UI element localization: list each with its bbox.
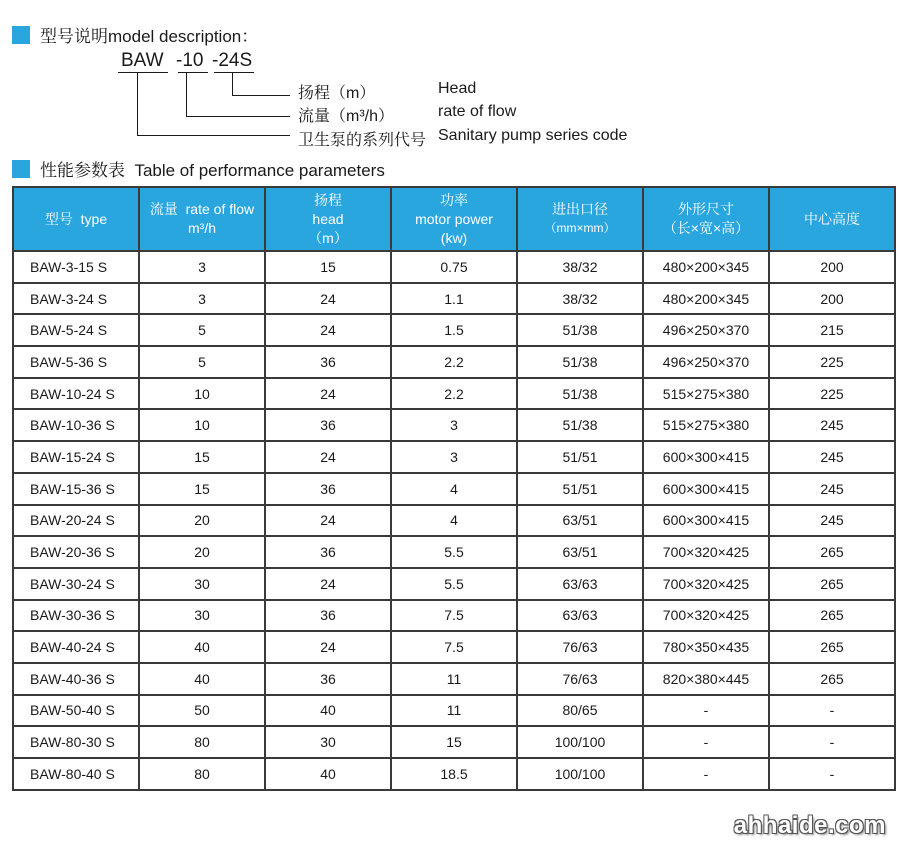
model-description-title: 型号说明model description： bbox=[40, 27, 259, 46]
cell-model: BAW-3-15 S bbox=[14, 252, 138, 282]
cell-dimensions: 515×275×380 bbox=[644, 379, 768, 409]
cell-power: 11 bbox=[392, 696, 516, 726]
cell-model: BAW-50-40 S bbox=[14, 696, 138, 726]
performance-table bbox=[12, 186, 896, 791]
cell-head: 36 bbox=[266, 601, 390, 631]
cell-model: BAW-80-40 S bbox=[14, 759, 138, 789]
table-row bbox=[14, 506, 894, 536]
table-row bbox=[14, 442, 894, 472]
cell-power: 4 bbox=[392, 506, 516, 536]
table-body bbox=[14, 252, 894, 789]
cell-flow: 80 bbox=[140, 727, 264, 757]
cell-center-height: 245 bbox=[770, 410, 894, 440]
cell-model: BAW-3-24 S bbox=[14, 284, 138, 314]
connector-series-vertical bbox=[137, 72, 138, 136]
header-flow-label: 流量 rate of flow bbox=[149, 201, 255, 217]
cell-power: 1.5 bbox=[392, 315, 516, 345]
cell-model: BAW-30-24 S bbox=[14, 569, 138, 599]
square-bullet-icon bbox=[12, 160, 30, 178]
cell-head: 24 bbox=[266, 379, 390, 409]
header-head-en: head bbox=[312, 210, 344, 227]
cell-port: 51/51 bbox=[518, 442, 642, 472]
legend-head-en: Head bbox=[438, 80, 477, 97]
cell-power: 11 bbox=[392, 664, 516, 694]
cell-head: 24 bbox=[266, 284, 390, 314]
cell-power: 7.5 bbox=[392, 601, 516, 631]
cell-dimensions: - bbox=[644, 759, 768, 789]
cell-model: BAW-10-24 S bbox=[14, 379, 138, 409]
cell-center-height: 265 bbox=[770, 664, 894, 694]
table-row bbox=[14, 284, 894, 314]
cell-dimensions: 780×350×435 bbox=[644, 632, 768, 662]
cell-model: BAW-10-36 S bbox=[14, 410, 138, 440]
cell-center-height: 245 bbox=[770, 506, 894, 536]
cell-head: 24 bbox=[266, 442, 390, 472]
model-description-heading bbox=[12, 22, 258, 47]
cell-head: 15 bbox=[266, 252, 390, 282]
header-type bbox=[14, 188, 138, 250]
table-row bbox=[14, 379, 894, 409]
cell-head: 40 bbox=[266, 696, 390, 726]
legend-series-cn: 卫生泵的系列代号 bbox=[298, 132, 427, 149]
cell-head: 24 bbox=[266, 569, 390, 599]
cell-center-height: 265 bbox=[770, 632, 894, 662]
cell-center-height: 225 bbox=[770, 379, 894, 409]
cell-port: 63/63 bbox=[518, 601, 642, 631]
cell-flow: 20 bbox=[140, 506, 264, 536]
cell-port: 63/51 bbox=[518, 506, 642, 536]
cell-head: 30 bbox=[266, 727, 390, 757]
model-code-flow: -10 bbox=[176, 50, 204, 71]
cell-port: 63/63 bbox=[518, 569, 642, 599]
cell-power: 7.5 bbox=[392, 632, 516, 662]
cell-center-height: 265 bbox=[770, 537, 894, 567]
cell-dimensions: 700×320×425 bbox=[644, 601, 768, 631]
cell-power: 5.5 bbox=[392, 569, 516, 599]
cell-flow: 20 bbox=[140, 537, 264, 567]
cell-flow: 30 bbox=[140, 569, 264, 599]
cell-dimensions: 700×320×425 bbox=[644, 569, 768, 599]
cell-power: 0.75 bbox=[392, 252, 516, 282]
cell-power: 18.5 bbox=[392, 759, 516, 789]
cell-dimensions: 480×200×345 bbox=[644, 284, 768, 314]
cell-center-height: 265 bbox=[770, 601, 894, 631]
header-center-height bbox=[770, 188, 894, 250]
cell-flow: 30 bbox=[140, 601, 264, 631]
cell-power: 2.2 bbox=[392, 347, 516, 377]
cell-center-height: 245 bbox=[770, 474, 894, 504]
header-dimensions-unit: （长×宽×高） bbox=[662, 220, 750, 236]
cell-head: 40 bbox=[266, 759, 390, 789]
cell-flow: 15 bbox=[140, 442, 264, 472]
performance-table-heading bbox=[12, 156, 385, 181]
cell-center-height: 200 bbox=[770, 284, 894, 314]
header-power-cn: 功率 bbox=[440, 191, 468, 208]
legend-series-en: Sanitary pump series code bbox=[438, 127, 628, 144]
cell-model: BAW-20-36 S bbox=[14, 537, 138, 567]
header-dimensions-cn: 外形尺寸 bbox=[678, 201, 734, 217]
cell-flow: 80 bbox=[140, 759, 264, 789]
cell-power: 3 bbox=[392, 442, 516, 472]
cell-dimensions: 515×275×380 bbox=[644, 410, 768, 440]
cell-port: 76/63 bbox=[518, 632, 642, 662]
cell-head: 24 bbox=[266, 315, 390, 345]
cell-dimensions: 600×300×415 bbox=[644, 506, 768, 536]
cell-port: 80/65 bbox=[518, 696, 642, 726]
connector-flow-horizontal bbox=[186, 116, 290, 117]
cell-flow: 15 bbox=[140, 474, 264, 504]
cell-head: 36 bbox=[266, 537, 390, 567]
header-flow-unit: m³/h bbox=[188, 220, 216, 236]
legend-head-cn: 扬程（m） bbox=[298, 85, 376, 102]
cell-dimensions: 700×320×425 bbox=[644, 537, 768, 567]
connector-head-vertical bbox=[232, 72, 233, 96]
table-row bbox=[14, 315, 894, 345]
cell-port: 38/32 bbox=[518, 284, 642, 314]
cell-port: 51/38 bbox=[518, 315, 642, 345]
cell-center-height: 265 bbox=[770, 569, 894, 599]
cell-dimensions: 600×300×415 bbox=[644, 442, 768, 472]
table-row bbox=[14, 347, 894, 377]
cell-head: 24 bbox=[266, 506, 390, 536]
cell-head: 36 bbox=[266, 474, 390, 504]
header-port-unit: （mm×mm） bbox=[544, 221, 616, 235]
header-center-height-cn: 中心高度 bbox=[804, 210, 860, 227]
header-head-unit: （m） bbox=[308, 229, 348, 246]
cell-model: BAW-30-36 S bbox=[14, 601, 138, 631]
table-row bbox=[14, 252, 894, 282]
cell-port: 51/38 bbox=[518, 379, 642, 409]
underline-series bbox=[118, 72, 168, 73]
cell-dimensions: 600×300×415 bbox=[644, 474, 768, 504]
table-row bbox=[14, 601, 894, 631]
cell-port: 100/100 bbox=[518, 727, 642, 757]
cell-model: BAW-15-24 S bbox=[14, 442, 138, 472]
cell-power: 2.2 bbox=[392, 379, 516, 409]
header-power-unit: (kw) bbox=[440, 229, 468, 246]
cell-center-height: 225 bbox=[770, 347, 894, 377]
header-type-label: 型号 type bbox=[44, 210, 108, 227]
table-row bbox=[14, 410, 894, 440]
header-head-cn: 扬程 bbox=[314, 191, 342, 208]
cell-model: BAW-40-36 S bbox=[14, 664, 138, 694]
cell-center-height: 215 bbox=[770, 315, 894, 345]
cell-model: BAW-40-24 S bbox=[14, 632, 138, 662]
connector-series-horizontal bbox=[137, 135, 290, 136]
cell-port: 100/100 bbox=[518, 759, 642, 789]
cell-dimensions: 820×380×445 bbox=[644, 664, 768, 694]
square-bullet-icon bbox=[12, 26, 30, 44]
header-port-cn: 进出口径 bbox=[552, 201, 608, 217]
cell-head: 24 bbox=[266, 632, 390, 662]
table-row bbox=[14, 632, 894, 662]
cell-flow: 3 bbox=[140, 252, 264, 282]
cell-head: 36 bbox=[266, 664, 390, 694]
cell-port: 51/38 bbox=[518, 347, 642, 377]
header-flow bbox=[140, 188, 264, 250]
cell-flow: 10 bbox=[140, 410, 264, 440]
cell-head: 36 bbox=[266, 347, 390, 377]
header-power-en: motor power bbox=[415, 210, 493, 227]
connector-flow-vertical bbox=[186, 72, 187, 117]
header-port bbox=[518, 188, 642, 250]
cell-port: 63/51 bbox=[518, 537, 642, 567]
cell-dimensions: - bbox=[644, 696, 768, 726]
legend-flow-cn: 流量（m³/h） bbox=[298, 108, 395, 125]
header-dimensions bbox=[644, 188, 768, 250]
cell-flow: 5 bbox=[140, 347, 264, 377]
cell-flow: 5 bbox=[140, 315, 264, 345]
table-row bbox=[14, 537, 894, 567]
cell-center-height: - bbox=[770, 727, 894, 757]
cell-center-height: 245 bbox=[770, 442, 894, 472]
cell-head: 36 bbox=[266, 410, 390, 440]
cell-power: 15 bbox=[392, 727, 516, 757]
table-row bbox=[14, 759, 894, 789]
performance-table-title: 性能参数表 Table of performance parameters bbox=[40, 161, 385, 180]
table-header-row bbox=[14, 188, 894, 250]
cell-power: 1.1 bbox=[392, 284, 516, 314]
model-code-series: BAW bbox=[121, 50, 164, 71]
connector-head-horizontal bbox=[232, 95, 290, 96]
cell-port: 38/32 bbox=[518, 252, 642, 282]
cell-power: 5.5 bbox=[392, 537, 516, 567]
watermark: ahhaide.com bbox=[733, 812, 886, 839]
header-head bbox=[266, 188, 390, 250]
cell-port: 76/63 bbox=[518, 664, 642, 694]
cell-dimensions: - bbox=[644, 727, 768, 757]
cell-power: 3 bbox=[392, 410, 516, 440]
cell-power: 4 bbox=[392, 474, 516, 504]
cell-center-height: - bbox=[770, 759, 894, 789]
table-row bbox=[14, 569, 894, 599]
table-row bbox=[14, 727, 894, 757]
cell-dimensions: 496×250×370 bbox=[644, 347, 768, 377]
cell-flow: 40 bbox=[140, 664, 264, 694]
cell-flow: 40 bbox=[140, 632, 264, 662]
cell-model: BAW-5-24 S bbox=[14, 315, 138, 345]
table-row bbox=[14, 474, 894, 504]
cell-model: BAW-20-24 S bbox=[14, 506, 138, 536]
cell-flow: 10 bbox=[140, 379, 264, 409]
cell-center-height: 200 bbox=[770, 252, 894, 282]
table-row bbox=[14, 696, 894, 726]
cell-model: BAW-5-36 S bbox=[14, 347, 138, 377]
cell-center-height: - bbox=[770, 696, 894, 726]
table-row bbox=[14, 664, 894, 694]
cell-dimensions: 480×200×345 bbox=[644, 252, 768, 282]
cell-flow: 50 bbox=[140, 696, 264, 726]
cell-port: 51/51 bbox=[518, 474, 642, 504]
cell-model: BAW-15-36 S bbox=[14, 474, 138, 504]
underline-head bbox=[214, 72, 254, 73]
cell-model: BAW-80-30 S bbox=[14, 727, 138, 757]
legend-flow-en: rate of flow bbox=[438, 103, 517, 120]
cell-dimensions: 496×250×370 bbox=[644, 315, 768, 345]
cell-flow: 3 bbox=[140, 284, 264, 314]
header-power bbox=[392, 188, 516, 250]
cell-port: 51/38 bbox=[518, 410, 642, 440]
model-code-head: -24S bbox=[212, 50, 253, 71]
underline-flow bbox=[178, 72, 208, 73]
